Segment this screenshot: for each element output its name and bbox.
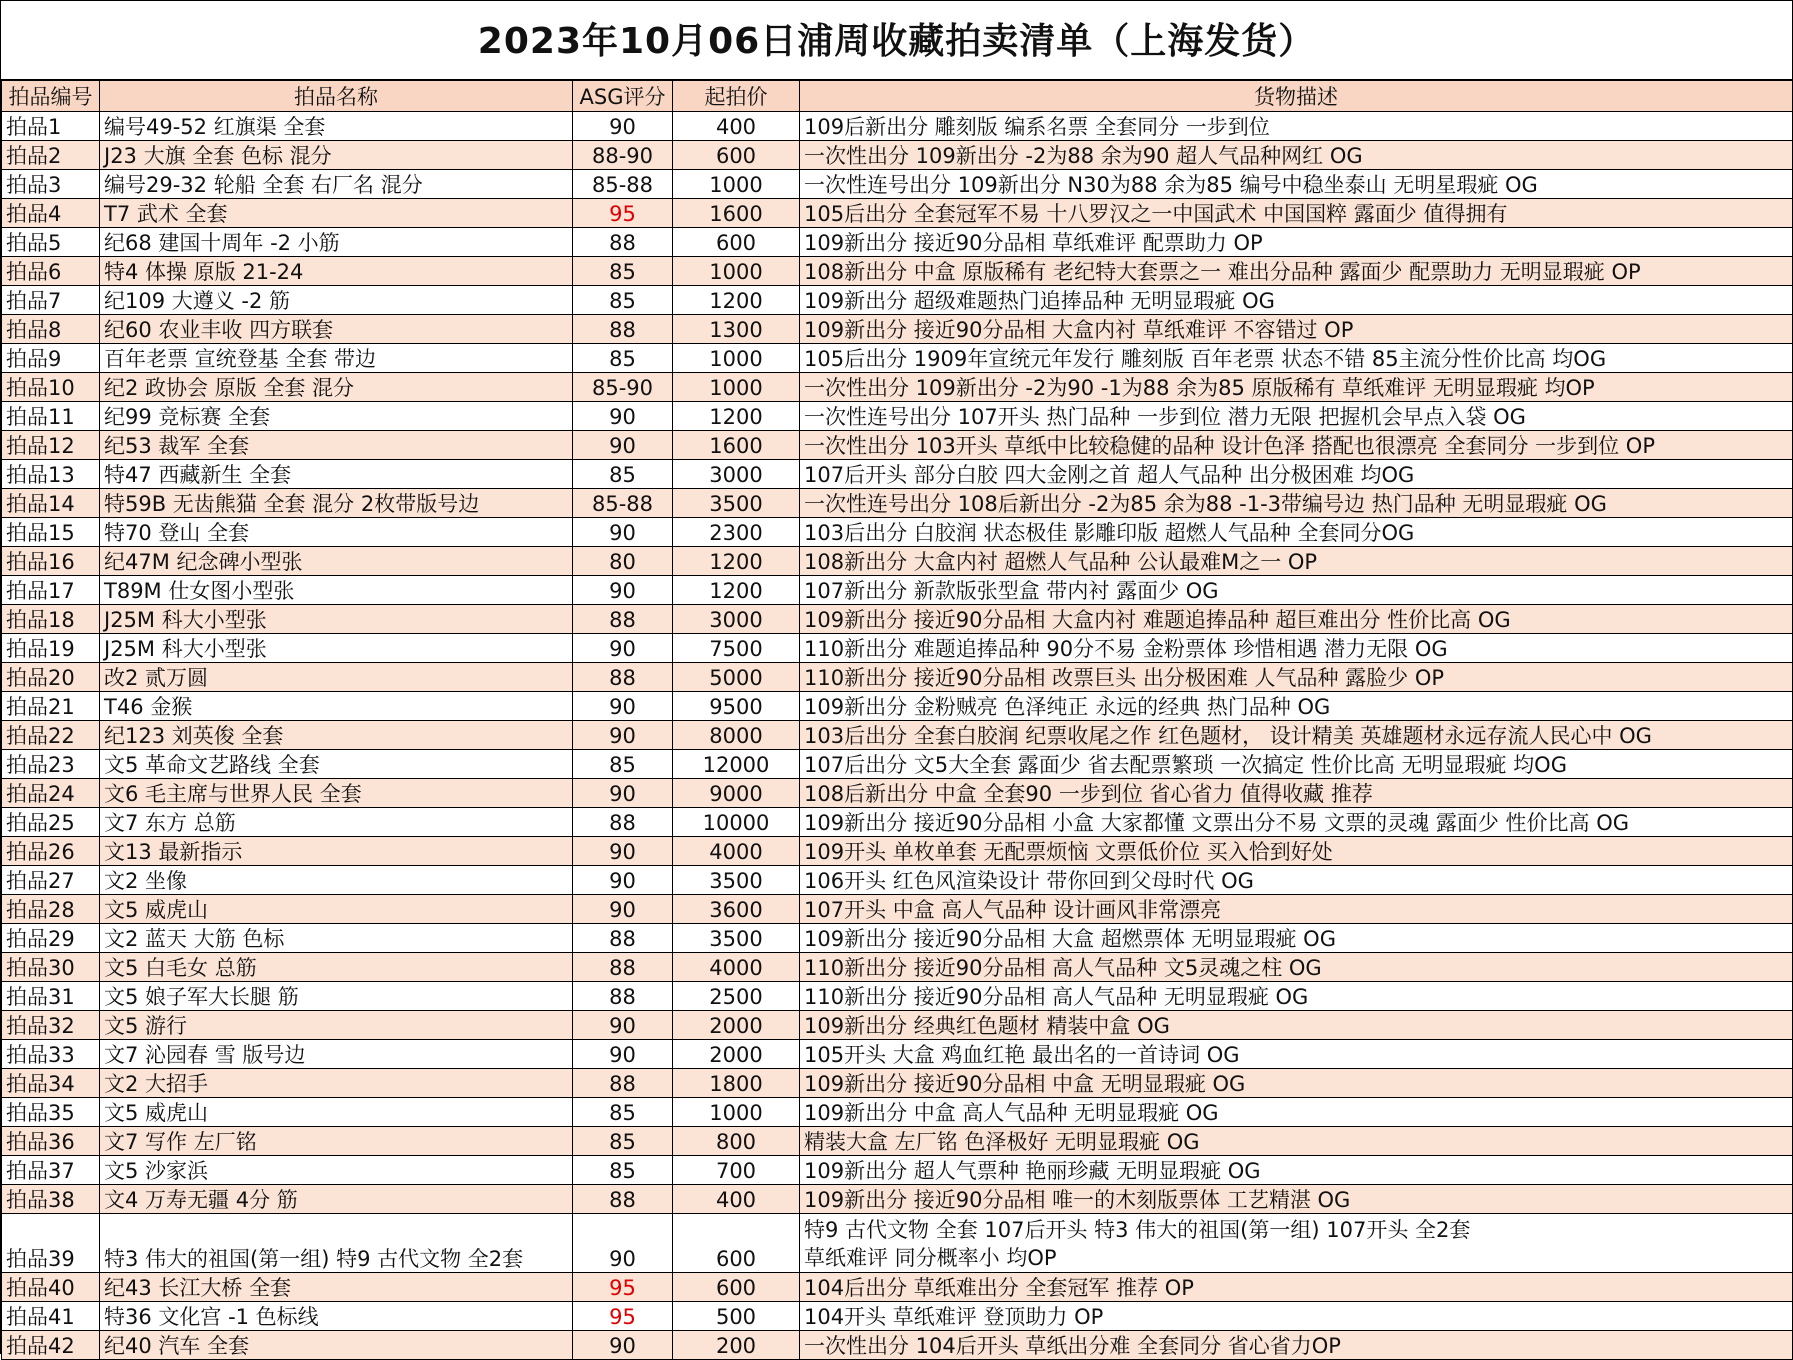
lot-name-cell: 文13 最新指示 [100, 837, 573, 866]
asg-score-cell: 88 [573, 1069, 673, 1098]
asg-score-cell: 88 [573, 1185, 673, 1214]
lot-name-cell: T46 金猴 [100, 692, 573, 721]
lot-name-cell: 文7 东方 总筋 [100, 808, 573, 837]
description-cell [800, 1214, 1793, 1273]
description-cell: 一次性连号出分 108后新出分 -2为85 余为88 -1-3带编号边 热门品种 无明显瑕疵 OG [800, 489, 1793, 518]
lot-id-cell: 拍品31 [2, 982, 100, 1011]
asg-score-cell: 88 [573, 663, 673, 692]
start-price-cell: 1000 [673, 344, 800, 373]
lot-name-cell: 纪68 建国十周年 -2 小筋 [100, 228, 573, 257]
lot-id-cell: 拍品34 [2, 1069, 100, 1098]
description-cell: 110新出分 难题追捧品种 90分不易 金粉票体 珍惜相遇 潜力无限 OG [800, 634, 1793, 663]
start-price-cell: 600 [673, 1214, 800, 1273]
lot-name-cell: 纪123 刘英俊 全套 [100, 721, 573, 750]
lot-name-cell: J25M 科大小型张 [100, 605, 573, 634]
table-row [2, 692, 1793, 721]
asg-score-cell: 85 [573, 1098, 673, 1127]
lot-name-cell: 特4 体操 原版 21-24 [100, 257, 573, 286]
lot-name-cell: 纪43 长江大桥 全套 [100, 1273, 573, 1302]
asg-score-cell: 85-88 [573, 489, 673, 518]
asg-score-cell: 90 [573, 1040, 673, 1069]
lot-id-cell: 拍品24 [2, 779, 100, 808]
lot-name-cell: 文5 威虎山 [100, 1098, 573, 1127]
start-price-cell: 4000 [673, 837, 800, 866]
lot-name-cell: 编号49-52 红旗渠 全套 [100, 112, 573, 141]
lot-name-cell: 纪60 农业丰收 四方联套 [100, 315, 573, 344]
description-cell: 106开头 红色风渲染设计 带你回到父母时代 OG [800, 866, 1793, 895]
lot-name-cell: 文7 写作 左厂铭 [100, 1127, 573, 1156]
asg-score-cell: 90 [573, 1011, 673, 1040]
lot-id-cell: 拍品20 [2, 663, 100, 692]
description-cell: 109新出分 接近90分品相 大盒内衬 草纸难评 不容错过 OP [800, 315, 1793, 344]
table-row [2, 982, 1793, 1011]
lot-id-cell: 拍品39 [2, 1214, 100, 1273]
table-row [2, 518, 1793, 547]
table-row [2, 1069, 1793, 1098]
description-cell: 109新出分 中盒 高人气品种 无明显瑕疵 OG [800, 1098, 1793, 1127]
table-row [2, 547, 1793, 576]
description-cell: 109新出分 接近90分品相 大盒 超燃票体 无明显瑕疵 OG [800, 924, 1793, 953]
start-price-cell: 2000 [673, 1011, 800, 1040]
asg-score-cell: 88 [573, 924, 673, 953]
lot-id-cell: 拍品37 [2, 1156, 100, 1185]
asg-score-cell: 90 [573, 402, 673, 431]
lot-name-cell: 特47 西藏新生 全套 [100, 460, 573, 489]
lot-id-cell: 拍品23 [2, 750, 100, 779]
lot-name-cell: 特3 伟大的祖国(第一组) 特9 古代文物 全2套 [100, 1214, 573, 1273]
asg-score-cell: 85 [573, 257, 673, 286]
lot-name-cell: 文6 毛主席与世界人民 全套 [100, 779, 573, 808]
lot-id-cell: 拍品14 [2, 489, 100, 518]
start-price-cell: 3500 [673, 866, 800, 895]
asg-score-cell: 85 [573, 286, 673, 315]
start-price-cell: 7500 [673, 634, 800, 663]
table-row [2, 1127, 1793, 1156]
table-row [2, 112, 1793, 141]
asg-score-cell: 88-90 [573, 141, 673, 170]
lot-name-cell: 文2 坐像 [100, 866, 573, 895]
lot-name-cell: 纪109 大遵义 -2 筋 [100, 286, 573, 315]
description-cell: 110新出分 接近90分品相 改票巨头 出分极困难 人气品种 露脸少 OP [800, 663, 1793, 692]
description-cell: 精装大盒 左厂铭 色泽极好 无明显瑕疵 OG [800, 1127, 1793, 1156]
description-cell: 105后出分 全套冠军不易 十八罗汉之一中国武术 中国国粹 露面少 值得拥有 [800, 199, 1793, 228]
table-row [2, 866, 1793, 895]
table-row [2, 895, 1793, 924]
lot-id-cell: 拍品2 [2, 141, 100, 170]
asg-score-cell: 90 [573, 866, 673, 895]
asg-score-cell: 90 [573, 692, 673, 721]
lot-id-cell: 拍品5 [2, 228, 100, 257]
table-row [2, 431, 1793, 460]
lot-id-cell: 拍品32 [2, 1011, 100, 1040]
asg-score-cell: 88 [573, 982, 673, 1011]
start-price-cell: 5000 [673, 663, 800, 692]
asg-score-cell: 88 [573, 953, 673, 982]
description-cell: 109新出分 经典红色题材 精装中盒 OG [800, 1011, 1793, 1040]
lot-name-cell: 特36 文化宫 -1 色标线 [100, 1302, 573, 1331]
lot-id-cell: 拍品35 [2, 1098, 100, 1127]
table-row [2, 141, 1793, 170]
lot-id-cell: 拍品13 [2, 460, 100, 489]
asg-score-cell: 88 [573, 315, 673, 344]
description-line-2: 草纸难评 同分概率小 均OP [804, 1246, 1057, 1270]
start-price-cell: 9500 [673, 692, 800, 721]
start-price-cell: 2000 [673, 1040, 800, 1069]
table-row [2, 257, 1793, 286]
lot-id-cell: 拍品8 [2, 315, 100, 344]
col-header-desc: 货物描述 [800, 81, 1793, 112]
description-cell: 107开头 中盒 高人气品种 设计画风非常漂亮 [800, 895, 1793, 924]
start-price-cell: 600 [673, 1273, 800, 1302]
asg-score-cell: 90 [573, 721, 673, 750]
asg-score-cell: 88 [573, 808, 673, 837]
start-price-cell: 1200 [673, 547, 800, 576]
start-price-cell: 12000 [673, 750, 800, 779]
description-cell: 一次性出分 109新出分 -2为90 -1为88 余为85 原版稀有 草纸难评 无明显瑕疵 均OP [800, 373, 1793, 402]
table-row [2, 779, 1793, 808]
description-cell: 110新出分 接近90分品相 高人气品种 无明显瑕疵 OG [800, 982, 1793, 1011]
start-price-cell: 1000 [673, 170, 800, 199]
lot-id-cell: 拍品4 [2, 199, 100, 228]
table-row [2, 576, 1793, 605]
description-cell: 109新出分 接近90分品相 草纸难评 配票助力 OP [800, 228, 1793, 257]
table-row [2, 344, 1793, 373]
col-header-id: 拍品编号 [2, 81, 100, 112]
table-row [2, 402, 1793, 431]
lot-name-cell: J23 大旗 全套 色标 混分 [100, 141, 573, 170]
table-row [2, 170, 1793, 199]
table-row [2, 634, 1793, 663]
description-cell: 109新出分 超人气票种 艳丽珍藏 无明显瑕疵 OG [800, 1156, 1793, 1185]
asg-score-cell: 95 [573, 1302, 673, 1331]
lot-id-cell: 拍品1 [2, 112, 100, 141]
lot-id-cell: 拍品16 [2, 547, 100, 576]
table-row [2, 1156, 1793, 1185]
asg-score-cell: 90 [573, 1331, 673, 1360]
auction-table [1, 80, 1793, 1360]
lot-id-cell: 拍品26 [2, 837, 100, 866]
lot-id-cell: 拍品25 [2, 808, 100, 837]
start-price-cell: 400 [673, 112, 800, 141]
lot-id-cell: 拍品3 [2, 170, 100, 199]
lot-id-cell: 拍品22 [2, 721, 100, 750]
table-row [2, 286, 1793, 315]
start-price-cell: 8000 [673, 721, 800, 750]
table-row [2, 1273, 1793, 1302]
start-price-cell: 1600 [673, 431, 800, 460]
description-cell: 一次性出分 104后开头 草纸出分难 全套同分 省心省力OP [800, 1331, 1793, 1360]
asg-score-cell: 90 [573, 576, 673, 605]
description-cell: 108后新出分 中盒 全套90 一步到位 省心省力 值得收藏 推荐 [800, 779, 1793, 808]
table-row [2, 1214, 1793, 1273]
asg-score-cell: 95 [573, 199, 673, 228]
table-row [2, 460, 1793, 489]
lot-id-cell: 拍品27 [2, 866, 100, 895]
lot-id-cell: 拍品17 [2, 576, 100, 605]
col-header-score: ASG评分 [573, 81, 673, 112]
lot-name-cell: 纪99 竞标赛 全套 [100, 402, 573, 431]
lot-name-cell: 特59B 无齿熊猫 全套 混分 2枚带版号边 [100, 489, 573, 518]
start-price-cell: 1000 [673, 257, 800, 286]
start-price-cell: 1300 [673, 315, 800, 344]
lot-name-cell: 文5 游行 [100, 1011, 573, 1040]
lot-id-cell: 拍品36 [2, 1127, 100, 1156]
page-title: 2023年10月06日浦周收藏拍卖清单（上海发货） [1, 1, 1792, 80]
start-price-cell: 3000 [673, 460, 800, 489]
lot-name-cell: 编号29-32 轮船 全套 右厂名 混分 [100, 170, 573, 199]
lot-name-cell: 百年老票 宣统登基 全套 带边 [100, 344, 573, 373]
lot-name-cell: 文5 革命文艺路线 全套 [100, 750, 573, 779]
table-row [2, 315, 1793, 344]
lot-name-cell: 文5 娘子军大长腿 筋 [100, 982, 573, 1011]
start-price-cell: 1800 [673, 1069, 800, 1098]
description-cell: 103后出分 白胶润 状态极佳 影雕印版 超燃人气品种 全套同分OG [800, 518, 1793, 547]
lot-name-cell: 特70 登山 全套 [100, 518, 573, 547]
lot-name-cell: 改2 贰万圆 [100, 663, 573, 692]
header-row [2, 81, 1793, 112]
table-row [2, 721, 1793, 750]
asg-score-cell: 85 [573, 460, 673, 489]
table-row [2, 1185, 1793, 1214]
start-price-cell: 600 [673, 141, 800, 170]
start-price-cell: 400 [673, 1185, 800, 1214]
col-header-price: 起拍价 [673, 81, 800, 112]
lot-name-cell: J25M 科大小型张 [100, 634, 573, 663]
start-price-cell: 500 [673, 1302, 800, 1331]
description-cell: 一次性连号出分 107开头 热门品种 一步到位 潜力无限 把握机会早点入袋 OG [800, 402, 1793, 431]
description-cell: 一次性出分 103开头 草纸中比较稳健的品种 设计色泽 搭配也很漂亮 全套同分 一步到位 OP [800, 431, 1793, 460]
description-cell: 109新出分 接近90分品相 小盒 大家都懂 文票出分不易 文票的灵魂 露面少 性价比高 OG [800, 808, 1793, 837]
description-cell: 103后出分 全套白胶润 纪票收尾之作 红色题材， 设计精美 英雄题材永远存流人民心中 OG [800, 721, 1793, 750]
start-price-cell: 200 [673, 1331, 800, 1360]
start-price-cell: 3000 [673, 605, 800, 634]
asg-score-cell: 85-88 [573, 170, 673, 199]
lot-id-cell: 拍品9 [2, 344, 100, 373]
asg-score-cell: 85 [573, 1127, 673, 1156]
asg-score-cell: 90 [573, 431, 673, 460]
lot-name-cell: 文5 威虎山 [100, 895, 573, 924]
col-header-name: 拍品名称 [100, 81, 573, 112]
asg-score-cell: 90 [573, 779, 673, 808]
lot-name-cell: 纪53 裁军 全套 [100, 431, 573, 460]
description-cell: 一次性连号出分 109新出分 N30为88 余为85 编号中稳坐泰山 无明星瑕疵 OG [800, 170, 1793, 199]
start-price-cell: 700 [673, 1156, 800, 1185]
asg-score-cell: 90 [573, 895, 673, 924]
lot-id-cell: 拍品41 [2, 1302, 100, 1331]
lot-id-cell: 拍品21 [2, 692, 100, 721]
start-price-cell: 1200 [673, 402, 800, 431]
table-row [2, 1040, 1793, 1069]
table-row [2, 924, 1793, 953]
lot-id-cell: 拍品40 [2, 1273, 100, 1302]
description-cell: 109新出分 接近90分品相 唯一的木刻版票体 工艺精湛 OG [800, 1185, 1793, 1214]
description-cell: 107后出分 文5大全套 露面少 省去配票繁琐 一次搞定 性价比高 无明显瑕疵 均OG [800, 750, 1793, 779]
start-price-cell: 1000 [673, 1098, 800, 1127]
description-cell: 108新出分 大盒内衬 超燃人气品种 公认最难M之一 OP [800, 547, 1793, 576]
table-row [2, 605, 1793, 634]
table-row [2, 1011, 1793, 1040]
asg-score-cell: 90 [573, 518, 673, 547]
asg-score-cell: 88 [573, 605, 673, 634]
lot-name-cell: 纪2 政协会 原版 全套 混分 [100, 373, 573, 402]
table-row [2, 808, 1793, 837]
description-cell: 104开头 草纸难评 登顶助力 OP [800, 1302, 1793, 1331]
start-price-cell: 2300 [673, 518, 800, 547]
table-row [2, 663, 1793, 692]
description-line-1: 特9 古代文物 全套 107后开头 特3 伟大的祖国(第一组) 107开头 全2套 [804, 1218, 1471, 1242]
lot-name-cell: 文2 大招手 [100, 1069, 573, 1098]
start-price-cell: 600 [673, 228, 800, 257]
lot-name-cell: 文5 沙家浜 [100, 1156, 573, 1185]
lot-id-cell: 拍品33 [2, 1040, 100, 1069]
table-row [2, 228, 1793, 257]
table-row [2, 199, 1793, 228]
asg-score-cell: 85 [573, 750, 673, 779]
description-cell: 一次性出分 109新出分 -2为88 余为90 超人气品种网红 OG [800, 141, 1793, 170]
table-row [2, 750, 1793, 779]
description-cell: 109开头 单枚单套 无配票烦恼 文票低价位 买入恰到好处 [800, 837, 1793, 866]
table-row [2, 1098, 1793, 1127]
lot-id-cell: 拍品38 [2, 1185, 100, 1214]
lot-id-cell: 拍品10 [2, 373, 100, 402]
table-row [2, 373, 1793, 402]
table-row [2, 837, 1793, 866]
description-cell: 105开头 大盒 鸡血红艳 最出名的一首诗词 OG [800, 1040, 1793, 1069]
asg-score-cell: 95 [573, 1273, 673, 1302]
description-cell: 105后出分 1909年宣统元年发行 雕刻版 百年老票 状态不错 85主流分性价比高 均OG [800, 344, 1793, 373]
asg-score-cell: 90 [573, 112, 673, 141]
lot-name-cell: 纪47M 纪念碑小型张 [100, 547, 573, 576]
lot-name-cell: 纪40 汽车 全套 [100, 1331, 573, 1360]
start-price-cell: 800 [673, 1127, 800, 1156]
description-cell: 109新出分 超级难题热门追捧品种 无明显瑕疵 OG [800, 286, 1793, 315]
lot-id-cell: 拍品18 [2, 605, 100, 634]
asg-score-cell: 85 [573, 1156, 673, 1185]
description-cell: 107新出分 新款版张型盒 带内衬 露面少 OG [800, 576, 1793, 605]
table-row [2, 1331, 1793, 1360]
description-cell: 109新出分 接近90分品相 中盒 无明显瑕疵 OG [800, 1069, 1793, 1098]
asg-score-cell: 85 [573, 344, 673, 373]
lot-id-cell: 拍品15 [2, 518, 100, 547]
start-price-cell: 9000 [673, 779, 800, 808]
asg-score-cell: 90 [573, 634, 673, 663]
lot-id-cell: 拍品29 [2, 924, 100, 953]
lot-id-cell: 拍品12 [2, 431, 100, 460]
start-price-cell: 2500 [673, 982, 800, 1011]
table-row [2, 953, 1793, 982]
lot-id-cell: 拍品28 [2, 895, 100, 924]
start-price-cell: 3500 [673, 489, 800, 518]
description-cell: 109后新出分 雕刻版 编系名票 全套同分 一步到位 [800, 112, 1793, 141]
table-row [2, 1302, 1793, 1331]
lot-name-cell: T89M 仕女图小型张 [100, 576, 573, 605]
description-cell: 110新出分 接近90分品相 高人气品种 文5灵魂之柱 OG [800, 953, 1793, 982]
lot-id-cell: 拍品19 [2, 634, 100, 663]
lot-name-cell: 文2 蓝天 大筋 色标 [100, 924, 573, 953]
start-price-cell: 3500 [673, 924, 800, 953]
lot-id-cell: 拍品30 [2, 953, 100, 982]
asg-score-cell: 85-90 [573, 373, 673, 402]
description-cell: 109新出分 金粉贼亮 色泽纯正 永远的经典 热门品种 OG [800, 692, 1793, 721]
lot-name-cell: 文4 万寿无疆 4分 筋 [100, 1185, 573, 1214]
description-cell: 107后开头 部分白胶 四大金刚之首 超人气品种 出分极困难 均OG [800, 460, 1793, 489]
lot-id-cell: 拍品42 [2, 1331, 100, 1360]
start-price-cell: 1000 [673, 373, 800, 402]
lot-name-cell: 文7 沁园春 雪 版号边 [100, 1040, 573, 1069]
start-price-cell: 1600 [673, 199, 800, 228]
table-row [2, 489, 1793, 518]
lot-id-cell: 拍品11 [2, 402, 100, 431]
lot-id-cell: 拍品7 [2, 286, 100, 315]
asg-score-cell: 90 [573, 1214, 673, 1273]
lot-id-cell: 拍品6 [2, 257, 100, 286]
asg-score-cell: 80 [573, 547, 673, 576]
description-cell: 104后出分 草纸难出分 全套冠军 推荐 OP [800, 1273, 1793, 1302]
lot-name-cell: T7 武术 全套 [100, 199, 573, 228]
start-price-cell: 4000 [673, 953, 800, 982]
asg-score-cell: 88 [573, 228, 673, 257]
start-price-cell: 1200 [673, 576, 800, 605]
asg-score-cell: 90 [573, 837, 673, 866]
description-cell: 109新出分 接近90分品相 大盒内衬 难题追捧品种 超巨难出分 性价比高 OG [800, 605, 1793, 634]
start-price-cell: 10000 [673, 808, 800, 837]
lot-name-cell: 文5 白毛女 总筋 [100, 953, 573, 982]
start-price-cell: 3600 [673, 895, 800, 924]
start-price-cell: 1200 [673, 286, 800, 315]
description-cell: 108新出分 中盒 原版稀有 老纪特大套票之一 难出分品种 露面少 配票助力 无明显瑕疵 OP [800, 257, 1793, 286]
